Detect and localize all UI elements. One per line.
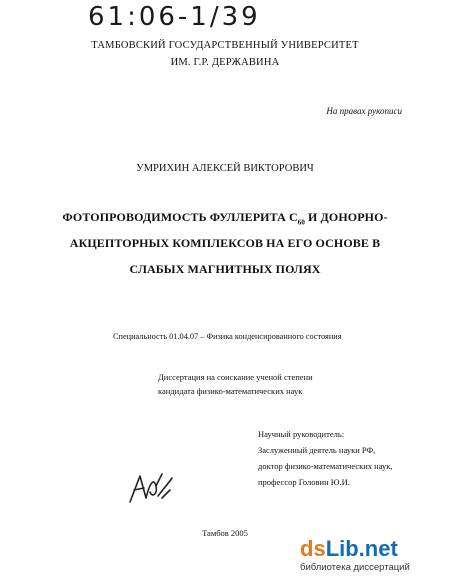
dslib-watermark[interactable] [300, 538, 440, 573]
dslib-subtitle: библиотека диссертаций [300, 562, 410, 573]
university-name-line2: ИМ. Г.Р. ДЕРЖАВИНА [170, 57, 280, 68]
title-line-2: АКЦЕПТОРНЫХ КОМПЛЕКСОВ НА ЕГО ОСНОВЕ В [69, 236, 381, 250]
supervisor-degree: доктор физико-математических наук, [258, 461, 393, 471]
dissertation-degree-line1: Диссертация на соискание ученой степени [158, 372, 313, 382]
city-year: Тамбов 2005 [202, 528, 248, 538]
university-name: ТАМБОВСКИЙ ГОСУДАРСТВЕННЫЙ УНИВЕРСИТЕТ [91, 40, 359, 51]
supervisor-heading: Научный руководитель: [258, 429, 345, 439]
supervisor-name: профессор Головин Ю.И. [258, 477, 350, 487]
title-line-1-part-b: И ДОНОРНО- [304, 210, 388, 224]
specialty-line: Специальность 01.04.07 – Физика конденсированного состояния [113, 332, 342, 341]
dissertation-degree-line2: кандидата физико-математических наук [158, 386, 303, 396]
title-line-1 [0, 210, 450, 226]
title-line-3: СЛАБЫХ МАГНИТНЫХ ПОЛЯХ [129, 262, 321, 276]
supervisor-honor: Заслуженный деятель науки РФ, [258, 445, 376, 455]
handwritten-signature [126, 468, 178, 508]
author-name: УМРИХИН АЛЕКСЕЙ ВИКТОРОВИЧ [136, 163, 314, 174]
fullerene-subscript: 60 [297, 218, 305, 227]
title-line-1-part-a: ФОТОПРОВОДИМОСТЬ ФУЛЛЕРИТА С [62, 210, 298, 224]
dslib-logo-ds: ds [300, 536, 326, 561]
dslib-logo [300, 538, 440, 560]
manuscript-rights-note: На правах рукописи [326, 106, 402, 116]
dslib-logo-lib: Lib.net [325, 536, 398, 561]
handwritten-catalog-code: 61:06-1/39 [88, 2, 261, 32]
